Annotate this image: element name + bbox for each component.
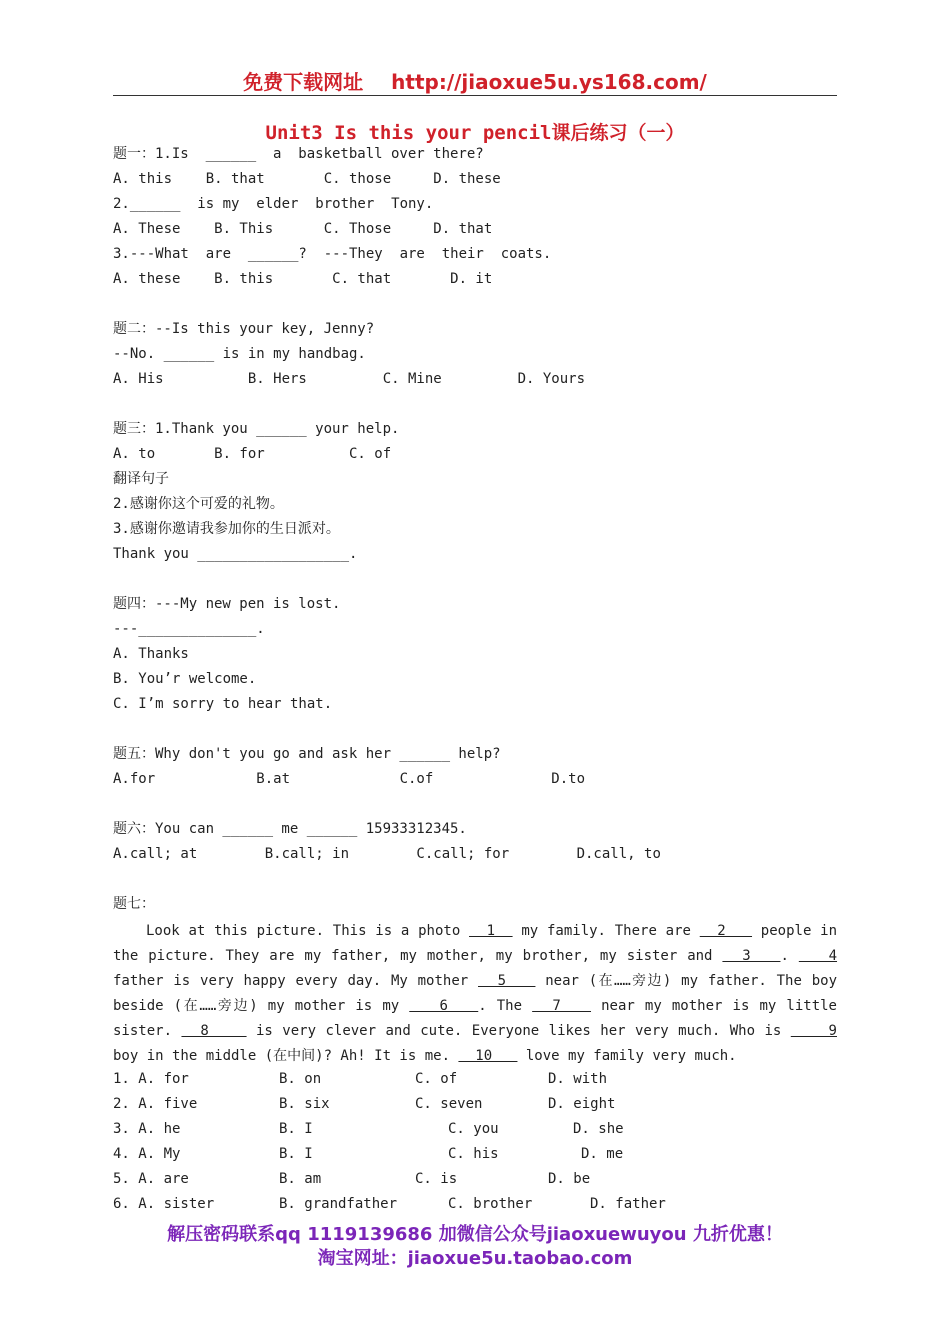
blank-9: 9 — [790, 1023, 837, 1039]
q7-label: 题七： — [113, 896, 155, 912]
q4-option: B. You’r welcome. — [113, 671, 257, 687]
footer-shop-link[interactable]: 淘宝网址：jiaoxue5u.taobao.com — [317, 1248, 633, 1269]
q1-options: A. these B. this C. that D. it — [113, 271, 493, 287]
q1-options: A. this B. that C. those D. these — [113, 171, 501, 187]
header-banner — [0, 66, 950, 95]
blank-4: 4 — [798, 948, 838, 964]
q7-option-row: 5. A. are B. am C. is D. be — [113, 1171, 591, 1187]
q2-options: A. His B. Hers C. Mine D. Yours — [113, 371, 586, 387]
blank-5: 5 — [478, 973, 536, 989]
q3-line: Thank you __________________. — [113, 546, 358, 562]
blank-8: 8 — [181, 1023, 247, 1039]
q7-passage: Look at this picture. This is a photo 1 my family. There are 2 people in the picture. They are my father, my mother, my brother, my sister and 3 . 4 father is very happy every day. My mother 5 near (在……旁边) my father. The boy beside (在……旁边) my mother is my 6 . The 7 near my mother is my little sister. 8 is very clever and cute. Everyone likes her very much. Who is 9 boy in the middle (在中间)? Ah! It is me. 10 love my family very much. — [113, 923, 838, 1064]
blank-7: 7 — [532, 998, 592, 1014]
q7-option-row: 1. A. for B. on C. of D. with — [113, 1071, 608, 1087]
q5-options: A.for B.at C.of D.to — [113, 771, 586, 787]
header-url[interactable]: http://jiaoxue5u.ys168.com/ — [391, 70, 707, 94]
q3-line: 2.感谢你这个可爱的礼物。 — [113, 496, 284, 512]
header-label: 免费下载网址 — [243, 70, 364, 94]
q7-option-row: 2. A. five B. six C. seven D. eight — [113, 1096, 616, 1112]
q4-option: C. I’m sorry to hear that. — [113, 696, 333, 712]
header-divider — [113, 95, 837, 96]
footer-contact: 解压密码联系qq 1119139686 加微信公众号jiaoxuewuyou 九折优惠！ — [167, 1224, 783, 1245]
q6-line: 题六：You can ______ me ______ 15933312345. — [113, 821, 467, 837]
q4-option: A. Thanks — [113, 646, 189, 662]
q2-line: 题二：--Is this your key, Jenny? — [113, 321, 375, 337]
q3-line: 题三：1.Thank you ______ your help. — [113, 421, 400, 437]
worksheet-body — [113, 144, 837, 1219]
q4-line: 题四：---My new pen is lost. — [113, 596, 341, 612]
q7-option-row: 6. A. sister B. grandfather C. brother D. father — [113, 1196, 666, 1212]
q2-line: --No. ______ is in my handbag. — [113, 346, 366, 362]
q7-option-row: 3. A. he B. I C. you D. she — [113, 1121, 624, 1137]
blank-2: 2 — [699, 923, 753, 939]
q5-line: 题五：Why don't you go and ask her ______ help? — [113, 746, 501, 762]
q3-line: 3.感谢你邀请我参加你的生日派对。 — [113, 521, 340, 537]
q1-line: 2.______ is my elder brother Tony. — [113, 196, 434, 212]
q4-line: ---______________. — [113, 621, 265, 637]
blank-1: 1 — [469, 923, 513, 939]
q6-options: A.call; at B.call; in C.call; for D.call, to — [113, 846, 661, 862]
q3-line: 翻译句子 — [113, 471, 169, 487]
blank-6: 6 — [409, 998, 479, 1014]
q7-option-row: 4. A. My B. I C. his D. me — [113, 1146, 624, 1162]
q1-options: A. These B. This C. Those D. that — [113, 221, 493, 237]
q3-options: A. to B. for C. of — [113, 446, 392, 462]
q1-line: 3.---What are ______? ---They are their coats. — [113, 246, 552, 262]
blank-10: 10 — [458, 1048, 518, 1064]
blank-3: 3 — [722, 948, 781, 964]
page-title: Unit3 Is this your pencil课后练习（一） — [265, 122, 685, 144]
q1-line: 题一：1.Is ______ a basketball over there? — [113, 146, 484, 162]
